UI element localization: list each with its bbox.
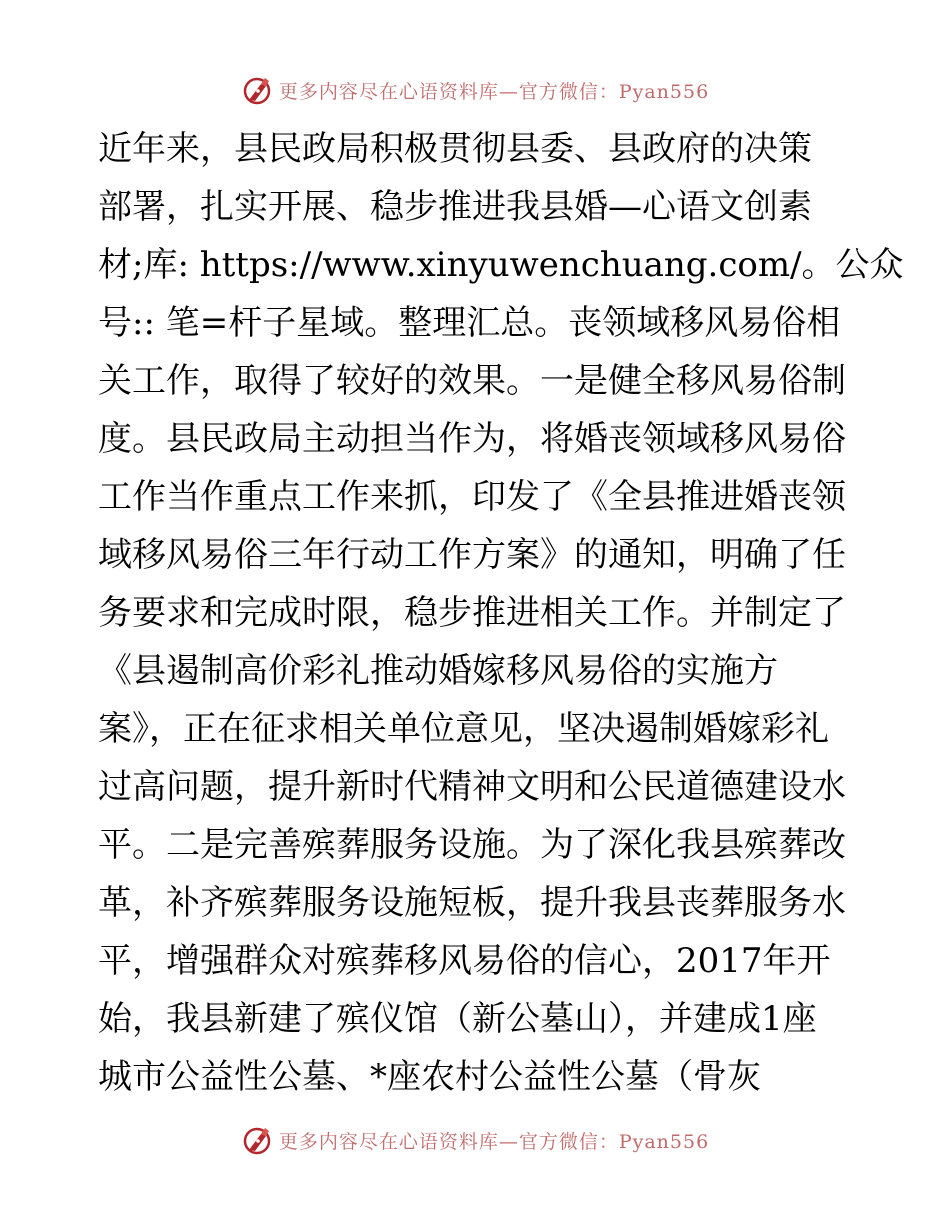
text-line: 号:: 笔=杆子星域。整理汇总。丧领域移风易俗相 [98,303,841,343]
text-line: 工作当作重点工作来抓，印发了《全县推进婚丧领 [98,477,846,517]
header-banner [0,70,950,110]
text-line: 域移风易俗三年行动工作方案》的通知，明确了任 [98,535,846,575]
banner-text: 更多内容尽在心语资料库—官方微信：Pyan556 [278,80,710,103]
text-line: 部署，扎实开展、稳步推进我县婚—心语文创素 [98,187,812,227]
text-line: 案》，正在征求相关单位意见，坚决遏制婚嫁彩礼 [98,709,829,749]
text-line: 关工作，取得了较好的效果。一是健全移风易俗制 [98,361,846,401]
pen-nib-logo-icon [241,1124,273,1156]
text-line: 《县遏制高价彩礼推动婚嫁移风易俗的实施方 [98,651,778,691]
text-line: 平，增强群众对殡葬移风易俗的信心，2017年开 [98,941,831,981]
text-line: 平。二是完善殡葬服务设施。为了深化我县殡葬改 [98,825,846,865]
text-line: 材;库: https://www.xinyuwenchuang.com/。公众 [98,245,904,285]
text-line: 度。县民政局主动担当作为，将婚丧领域移风易俗 [98,419,846,459]
text-line: 过高问题，提升新时代精神文明和公民道德建设水 [98,767,846,807]
text-line: 始，我县新建了殡仪馆（新公墓山），并建成1座 [98,999,817,1039]
text-line: 城市公益性公墓、*座农村公益性公墓（骨灰 [98,1057,761,1097]
footer-banner [0,1120,950,1160]
pen-nib-logo-icon [241,74,273,106]
text-line: 近年来，县民政局积极贯彻县委、县政府的决策 [98,129,812,169]
text-line: 务要求和完成时限，稳步推进相关工作。并制定了 [98,593,846,633]
banner-text: 更多内容尽在心语资料库—官方微信：Pyan556 [278,1130,710,1153]
text-line: 革，补齐殡葬服务设施短板，提升我县丧葬服务水 [98,883,846,923]
